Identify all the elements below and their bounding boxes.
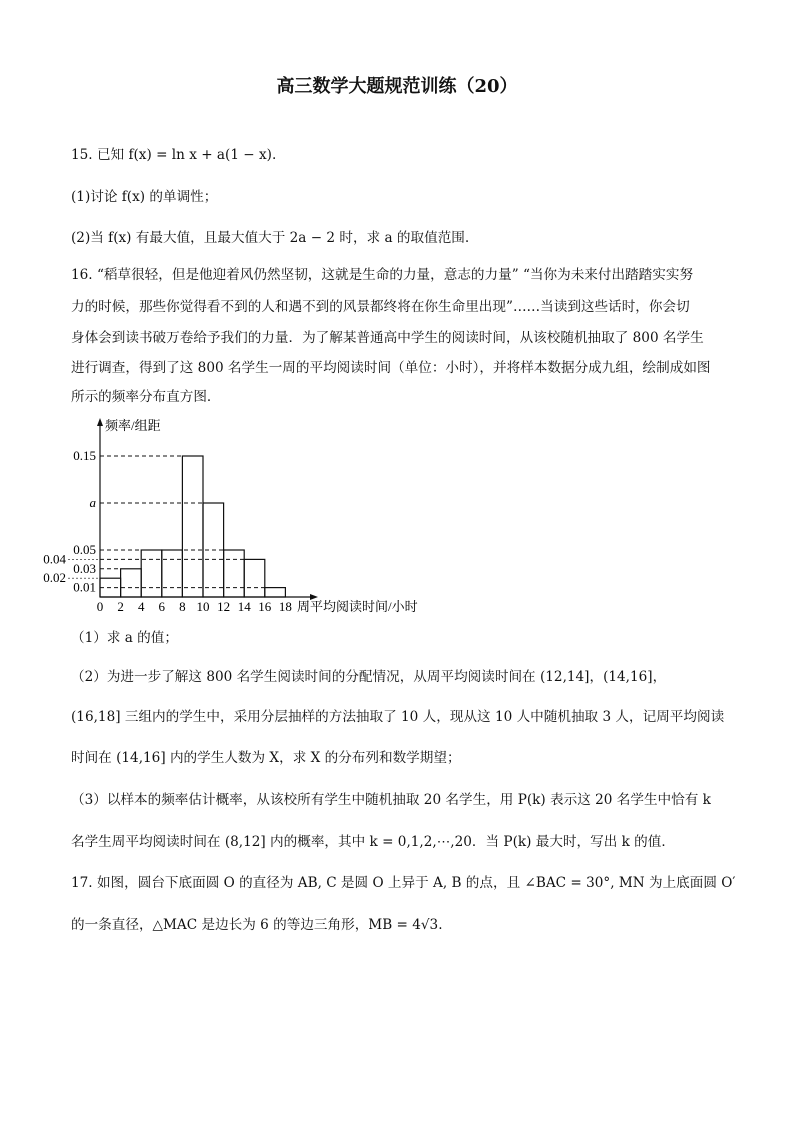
x-tick-label: 2 [117,599,124,614]
y-axis-label: 频率/组距 [105,418,161,433]
histogram-bar [224,550,245,597]
x-tick-label: 10 [196,599,210,614]
histogram-bar [121,569,142,597]
x-tick-label: 14 [237,599,251,614]
histogram-bar [265,588,286,597]
q16-part2-line: (16,18] 三组内的学生中，采用分层抽样的方法抽取了 10 人，现从这 10 人中随机抽取 3 人，记周平均阅读 [71,709,725,725]
x-tick-label: 12 [217,599,231,614]
y-tick-label: 0.15 [73,448,96,463]
page-title: 高三数学大题规范训练（20） [276,76,518,97]
y-tick-label: 0.04 [43,551,66,567]
q16-stem-line: 身体会到读书破万卷给予我们的力量．为了解某普通高中学生的阅读时间，从该校随机抽取了 800 名学生 [71,330,704,346]
y-tick-label: 0.03 [73,560,96,576]
histogram-bar [141,550,162,597]
histogram-bar [244,559,265,597]
histogram-bar [182,456,203,597]
q16-part2-line: 时间在 (14,16] 内的学生人数为 X，求 X 的分布列和数学期望； [71,750,461,766]
x-tick-label: 6 [158,599,166,614]
q16-stem-line: 所示的频率分布直方图． [71,389,221,405]
y-tick-label: a [89,495,96,510]
x-tick-label: 0 [96,599,104,614]
q16-part1: （1）求 a 的值； [71,630,178,646]
y-tick-label: 0.01 [73,579,96,595]
x-tick-label: 18 [278,599,292,614]
x-tick-label: 16 [258,599,272,614]
histogram-bar [162,550,183,597]
q17-stem-line: 17. 如图，圆台下底面圆 O 的直径为 AB, C 是圆 O 上异于 A, B 的点，且 ∠BAC = 30°, MN 为上底面圆 O′ [71,875,736,891]
q17-stem-line: 的一条直径，△MAC 是边长为 6 的等边三角形，MB = 4√3. [71,917,443,933]
q16-stem-line: 16. “稻草很轻，但是他迎着风仍然坚韧，这就是生命的力量，意志的力量” “当你为未来付出踏踏实实努 [71,267,694,283]
q16-stem-line: 力的时候，那些你觉得看不到的人和遇不到的风景都终将在你生命里出现”……当读到这些话时，你会切 [71,299,690,315]
q16-part3-line: （3）以样本的频率估计概率，从该校所有学生中随机抽取 20 名学生，用 P(k) 表示这 20 名学生中恰有 k [71,792,711,808]
x-tick-label: 8 [179,599,186,614]
y-axis-arrow-icon [97,418,103,426]
q15-part2: (2)当 f(x) 有最大值，且最大值大于 2a − 2 时，求 a 的取值范围. [71,230,470,246]
x-axis-label: 周平均阅读时间/小时 [297,599,418,614]
q15-stem: 15. 已知 f(x) = ln x + a(1 − x). [71,147,277,163]
x-tick-label: 4 [137,599,145,614]
q16-part3-line: 名学生周平均阅读时间在 (8,12] 内的概率，其中 k = 0,1,2,⋯,20．当 P(k) 最大时，写出 k 的值． [71,834,675,850]
q16-part2-line: （2）为进一步了解这 800 名学生阅读时间的分配情况，从周平均阅读时间在 (12,14]，(14,16]， [71,669,667,685]
q16-stem-line: 进行调查，得到了这 800 名学生一周的平均阅读时间（单位：小时），并将样本数据分成九组，绘制成如图 [71,360,711,376]
y-tick-label: 0.05 [73,542,96,557]
q15-part1: (1)讨论 f(x) 的单调性； [71,189,218,205]
y-tick-label: 0.02 [43,570,66,586]
